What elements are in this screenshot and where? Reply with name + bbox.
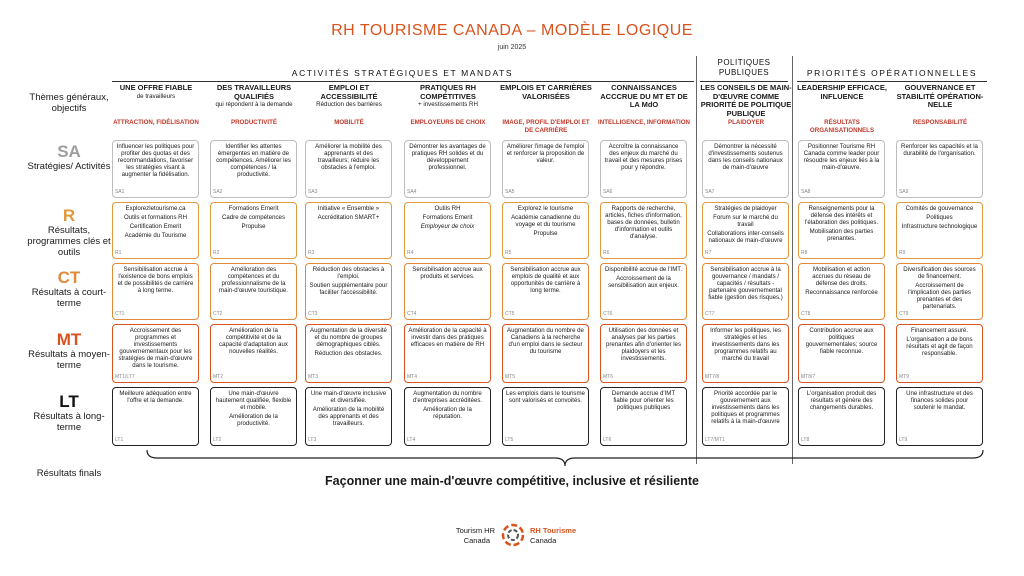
cell-text: Améliorer l'image de l'emploi et renforcer la proposition de valeur. <box>506 143 585 165</box>
cell-text: Priorité accordée par le gouvernement aux investissements dans les politiques et programmes relatifs à la main-d'œuvre <box>711 390 780 426</box>
cell-lt-1 <box>112 387 199 446</box>
row-code-lt: LT <box>59 392 79 411</box>
cell-text: Forum sur le marché du travail <box>713 214 778 229</box>
column-header-1 <box>110 84 202 100</box>
separator-right <box>792 56 793 464</box>
cell-code: MT6 <box>603 373 613 380</box>
cell-sa-2 <box>210 140 297 198</box>
cell-lt-8 <box>798 387 885 446</box>
cell-text: Identifier les attentes émergentes en matière de compétences. Améliorer les compétences / la productivité. <box>216 143 291 179</box>
cell-code: R7 <box>705 249 712 256</box>
cell-code: LT8 <box>801 436 810 443</box>
cell-text: Une infrastructure et des finances solides pour soutenir le mandat. <box>906 390 973 412</box>
row-code-mt: MT <box>56 330 82 349</box>
cell-ct-6 <box>600 263 687 320</box>
section-activites-line <box>112 81 694 82</box>
row-label-mt <box>22 330 116 371</box>
cell-text: Augmentation du nombre d'entreprises accréditées. <box>412 390 483 405</box>
cell-r-5 <box>502 202 589 259</box>
cell-text: Accroissement des programmes et investissements gouvernementaux pour les stratégies de main-d'œuvre dans le tourisme. <box>118 327 193 370</box>
column-theme-6 <box>598 119 690 127</box>
cell-ct-3 <box>305 263 392 320</box>
logo-left-top: Tourism HR <box>455 526 495 535</box>
logo-mark-icon <box>500 522 526 548</box>
cell-sa-5 <box>502 140 589 198</box>
cell-sa-9 <box>896 140 983 198</box>
cell-text: Outils RH <box>434 205 461 212</box>
cell-code: R9 <box>899 249 906 256</box>
cell-lt-6 <box>600 387 687 446</box>
logo-right-bottom: Canada <box>530 536 557 545</box>
cell-text: Politiques <box>926 214 953 222</box>
cell-lt-3 <box>305 387 392 446</box>
column-title: UNE OFFRE FIABLE <box>119 83 193 92</box>
cell-text: Infrastructure technologique <box>901 223 978 231</box>
cell-code: SA7 <box>705 188 715 195</box>
cell-text: Accréditation SMART+ <box>317 214 380 222</box>
cell-r-4 <box>404 202 491 259</box>
cell-code: SA3 <box>308 188 318 195</box>
cell-text: Une main-d'œuvre inclusive et diversifiée. <box>310 390 387 405</box>
row-code-sa: SA <box>57 142 81 161</box>
row-text-sa: Stratégies/ Activités <box>27 161 111 172</box>
cell-lt-9 <box>896 387 983 446</box>
cell-code: MT8/7 <box>801 373 816 380</box>
column-title: LEADERSHIP EFFICACE, INFLUENCE <box>797 83 887 101</box>
column-header-8 <box>796 84 888 101</box>
cell-code: R1 <box>115 249 122 256</box>
section-priorites-line <box>797 81 987 82</box>
cell-mt-1 <box>112 324 199 383</box>
cell-r-2 <box>210 202 297 259</box>
cell-r-1 <box>112 202 199 259</box>
cell-text: Amélioration des compétences et du professionnalisme de la main-d'œuvre touristique. <box>219 266 288 295</box>
row-text-r: Résultats, programmes clés et outils <box>27 225 111 258</box>
cell-text: Réduction des obstacles. <box>314 350 383 358</box>
column-theme-label: PLAIDOYER <box>727 119 765 126</box>
cell-ct-5 <box>502 263 589 320</box>
column-theme-label: MOBILITÉ <box>334 119 364 126</box>
cell-ct-8 <box>798 263 885 320</box>
cell-text: Renseignements pour la défense des intérêts et l'élaboration des politiques. <box>804 205 879 227</box>
cell-text: Accroître la connaissance des enjeux du marché du travail et des mesures prises pour y répondre. <box>604 143 683 172</box>
cell-text: Formations Emerit <box>422 214 473 222</box>
cell-code: MT5 <box>505 373 515 380</box>
cell-ct-9 <box>896 263 983 320</box>
cell-code: R2 <box>213 249 220 256</box>
cell-code: CT5 <box>505 310 515 317</box>
cell-text: Réduction des obstacles à l'emploi. <box>312 266 385 281</box>
cell-text: Explorez le tourisme <box>517 205 574 212</box>
cell-text: Contribution accrue aux politiques gouvernementales; source fiable reconnue. <box>805 327 878 356</box>
row-label-themes: Thèmes généraux, objectifs <box>29 92 109 114</box>
cell-mt-6 <box>600 324 687 383</box>
cell-code: CT7 <box>705 310 715 317</box>
cell-text: Augmentation du nombre de Canadiens à la recherche d'un emploi dans le secteur du tourisme <box>507 327 584 356</box>
section-politiques-line <box>700 81 788 82</box>
logo <box>440 522 590 552</box>
cell-text: Amélioration de la compétitivité et de la capacité d'adaptation aux nouvelles réalités. <box>219 327 288 356</box>
cell-text: Sensibilisation accrue aux emplois de qualité et aux opportunités de carrière à long terme. <box>510 266 581 295</box>
cell-text: Soutien supplémentaire pour faciliter l'accessibilité. <box>309 282 388 297</box>
cell-text: Certification Emerit <box>129 223 182 231</box>
page-title: RH TOURISME CANADA – MODÈLE LOGIQUE <box>331 22 693 39</box>
cell-text: Académie canadienne du voyage et du tourisme <box>511 214 580 229</box>
cell-code: LT3 <box>308 436 317 443</box>
cell-text: Employeur de choix <box>420 223 475 231</box>
logo-right-top: RH Tourisme <box>530 526 577 535</box>
cell-mt-2 <box>210 324 297 383</box>
section-politiques: POLITIQUES PUBLIQUES <box>717 58 771 77</box>
column-theme-label: INTELLIGENCE, INFORMATION <box>598 119 691 126</box>
cell-code: R6 <box>603 249 610 256</box>
column-header-9 <box>894 84 986 110</box>
column-theme-label: ATTRACTION, FIDÉLISATION <box>113 119 199 126</box>
row-code-r: R <box>62 206 76 225</box>
cell-text: Formations Emerit <box>228 205 279 212</box>
cell-lt-7 <box>702 387 789 446</box>
cell-code: CT3 <box>308 310 318 317</box>
cell-code: MT9 <box>899 373 909 380</box>
cell-text: Amélioration de la mobilité des apprenants et des travailleurs. <box>312 406 385 428</box>
cell-text: Mobilisation des parties prenantes. <box>809 228 874 243</box>
cell-code: MT2 <box>213 373 223 380</box>
column-header-3 <box>303 84 395 109</box>
cell-text: L'organisation a de bons résultats et agit de façon responsable. <box>906 336 973 358</box>
cell-ct-2 <box>210 263 297 320</box>
cell-text: Accroissement de l'implication des parties prenantes et des partenariats. <box>908 282 971 311</box>
logo-left-bottom: Canada <box>463 536 490 545</box>
cell-r-9 <box>896 202 983 259</box>
cell-text: Démontrer la nécessité d'investissements soutenus dans les conseils nationaux de main-d'œuvre <box>708 143 783 172</box>
cell-r-8 <box>798 202 885 259</box>
cell-text: Positionner Tourisme RH Canada comme leader pour résoudre les enjeux liés à la main-d'œuvre. <box>803 143 880 172</box>
cell-text: Meilleure adéquation entre l'offre et la demande. <box>119 390 192 405</box>
cell-text: Diversification des sources de financement. <box>903 266 976 281</box>
cell-text: Initiative « Ensemble » <box>317 205 380 212</box>
cell-code: SA2 <box>213 188 223 195</box>
column-header-2 <box>208 84 300 109</box>
cell-code: LT5 <box>505 436 514 443</box>
column-theme-9 <box>894 119 986 127</box>
cell-code: MT1/LT7 <box>115 373 135 380</box>
cell-code: SA6 <box>603 188 613 195</box>
cell-mt-5 <box>502 324 589 383</box>
cell-mt-4 <box>404 324 491 383</box>
column-theme-4 <box>402 119 494 127</box>
cell-text: Sensibilisation accrue à l'existence de bons emplois et de possibilités de carrière à long terme. <box>117 266 194 295</box>
cell-text: Les emplois dans le tourisme sont valorisés et convoités. <box>506 390 585 405</box>
cell-text: Explorezletourisme.ca <box>125 205 186 212</box>
section-activites: ACTIVITÉS STRATÉGIQUES ET MANDATS <box>291 68 514 78</box>
row-label-finals: Résultats finals <box>36 468 102 479</box>
cell-text: Sensibilisation accrue à la gouvernance / mandats / capacités / résultats - partenaire gouvernemental fiable (gestion des risques.) <box>708 266 783 302</box>
column-title: LES CONSEILS DE MAIN-D'ŒUVRE COMME PRIORITÉ DE POLITIQUE PUBLIQUE <box>700 83 792 118</box>
cell-text: L'organisation produit des résultats et génère des changements durables. <box>806 390 877 412</box>
cell-ct-1 <box>112 263 199 320</box>
column-theme-8 <box>796 119 888 134</box>
section-priorites: PRIORITÉS OPÉRATIONNELLES <box>806 68 978 78</box>
cell-text: Amélioration de la réputation. <box>423 406 472 421</box>
column-theme-label: RESPONSABILITÉ <box>912 119 968 126</box>
cell-text: Académie du Tourisme <box>124 232 187 240</box>
cell-code: MT4 <box>407 373 417 380</box>
row-text-mt: Résultats à moyen-terme <box>28 349 110 371</box>
column-header-6 <box>598 84 690 110</box>
cell-code: SA5 <box>505 188 515 195</box>
row-text-ct: Résultats à court-terme <box>31 287 107 309</box>
cell-text: Accroissement de la sensibilisation aux enjeux. <box>608 275 679 290</box>
cell-r-3 <box>305 202 392 259</box>
cell-code: R5 <box>505 249 512 256</box>
column-theme-label: RÉSULTATS ORGANISATIONNELS <box>809 119 875 134</box>
cell-text: Sensibilisation accrue aux produits et services. <box>412 266 483 281</box>
cell-ct-7 <box>702 263 789 320</box>
cell-text: Cadre de compétences <box>221 214 285 222</box>
column-theme-3 <box>303 119 395 127</box>
cell-code: LT2 <box>213 436 222 443</box>
cell-text: Amélioration de la productivité. <box>229 413 278 428</box>
cell-text: Une main-d'œuvre hautement qualifiée, flexible et mobile. <box>215 390 292 412</box>
cell-code: SA1 <box>115 188 125 195</box>
final-brace <box>145 448 985 468</box>
separator-left <box>696 56 697 464</box>
cell-code: R3 <box>308 249 315 256</box>
cell-text: Influencer les politiques pour profiter des quotas et des recommandations, favoriser les stratégies visant à augmenter la fidélisation. <box>116 143 195 179</box>
cell-text: Démontrer les avantages de pratiques RH solides et du développement professionnel. <box>409 143 486 172</box>
cell-code: SA8 <box>801 188 811 195</box>
cell-text: Financement assuré. <box>911 327 968 334</box>
cell-code: LT6 <box>603 436 612 443</box>
cell-sa-6 <box>600 140 687 198</box>
cell-code: R8 <box>801 249 808 256</box>
cell-code: SA4 <box>407 188 417 195</box>
cell-text: Informer les politiques, les stratégies et les investissements dans les programmes relatifs au marché du travail <box>710 327 781 363</box>
column-subtitle: Réduction des barrières <box>316 101 382 108</box>
column-subtitle: + investissements RH <box>417 101 478 108</box>
row-label-sa <box>22 142 116 172</box>
cell-text: Stratégies de plaidoyer <box>714 205 777 212</box>
cell-code: CT4 <box>407 310 417 317</box>
row-label-lt <box>22 392 116 433</box>
cell-text: Comités de gouvernance <box>905 205 974 212</box>
cell-sa-7 <box>702 140 789 198</box>
column-theme-1 <box>110 119 202 127</box>
cell-lt-4 <box>404 387 491 446</box>
column-theme-2 <box>208 119 300 127</box>
column-title: DES TRAVAILLEURS QUALIFIÉS <box>216 83 292 101</box>
cell-code: LT1 <box>115 436 124 443</box>
column-theme-7 <box>700 119 792 127</box>
column-subtitle: qui répondent à la demande <box>215 101 293 108</box>
cell-code: LT9 <box>899 436 908 443</box>
cell-text: Renforcer les capacités et la durabilité de l'organisation. <box>901 143 978 158</box>
cell-sa-8 <box>798 140 885 198</box>
column-header-4 <box>402 84 494 109</box>
column-subtitle: de travailleurs <box>136 92 176 100</box>
column-theme-label: IMAGE, PROFIL D'EMPLOI ET DE CARRIÈRE <box>502 119 590 134</box>
cell-mt-9 <box>896 324 983 383</box>
cell-code: SA9 <box>899 188 909 195</box>
cell-text: Propulse <box>241 223 266 231</box>
cell-text: Disponibilité accrue de l'IMT. <box>604 266 683 273</box>
cell-ct-4 <box>404 263 491 320</box>
cell-mt-7 <box>702 324 789 383</box>
cell-lt-5 <box>502 387 589 446</box>
cell-sa-4 <box>404 140 491 198</box>
cell-code: CT8 <box>801 310 811 317</box>
cell-code: R4 <box>407 249 414 256</box>
page-date: juin 2025 <box>497 44 527 51</box>
column-title: GOUVERNANCE ET STABILITÉ OPÉRATION-NELLE <box>896 83 984 109</box>
column-theme-label: PRODUCTIVITÉ <box>230 119 278 126</box>
column-header-7 <box>700 84 792 118</box>
cell-text: Reconnaissance renforcée <box>805 289 878 297</box>
cell-sa-3 <box>305 140 392 198</box>
column-title: CONNAISSANCES ACCCRUE DU MT ET DE LA MdO <box>600 83 688 109</box>
cell-text: Demande accrue d'IMT fiable pour orienter les politiques publiques <box>611 390 676 412</box>
cell-text: Propulse <box>533 230 558 238</box>
cell-text: Augmentation de la diversité et du nombre de groupes démographiques ciblés. <box>310 327 387 349</box>
final-outcome: Façonner une main-d'œuvre compétitive, inclusive et résiliente <box>325 474 699 488</box>
cell-mt-8 <box>798 324 885 383</box>
cell-code: LT4 <box>407 436 416 443</box>
cell-text: Amélioration de la capacité à investir dans des pratiques efficaces en matière de RH <box>408 327 487 349</box>
cell-lt-2 <box>210 387 297 446</box>
cell-sa-1 <box>112 140 199 198</box>
row-code-ct: CT <box>57 268 81 287</box>
column-theme-5 <box>500 119 592 134</box>
cell-code: CT1 <box>115 310 125 317</box>
column-title: EMPLOIS ET CARRIÈRES VALORISÉES <box>500 83 592 101</box>
cell-text: Collaborations inter-conseils nationaux de main-d'œuvre <box>707 230 784 245</box>
column-theme-label: EMPLOYEURS DE CHOIX <box>410 119 486 126</box>
cell-code: CT9 <box>899 310 909 317</box>
cell-text: Utilisation des données et analyses par les parties prenantes afin d'orienter les plaidoyers et les investissements. <box>605 327 681 363</box>
column-header-5 <box>500 84 592 101</box>
row-label-ct <box>22 268 116 309</box>
column-title: PRATIQUES RH COMPÉTITIVES <box>419 83 477 101</box>
cell-mt-3 <box>305 324 392 383</box>
row-text-lt: Résultats à long-terme <box>33 411 105 433</box>
cell-r-6 <box>600 202 687 259</box>
row-label-r <box>22 206 116 258</box>
cell-text: Outils et formations RH <box>124 214 187 222</box>
cell-code: CT6 <box>603 310 613 317</box>
cell-text: Améliorer la mobilité des apprenants et des travailleurs; réduire les obstacles à l'emploi. <box>315 143 382 172</box>
cell-text: Mobilisation et action accrues du réseau de défense des droits. <box>812 266 871 288</box>
cell-r-7 <box>702 202 789 259</box>
cell-code: MT7/8 <box>705 373 720 380</box>
column-title: EMPLOI ET ACCESSIBILITÉ <box>320 83 378 101</box>
cell-text: Rapports de recherche, articles, fiches d'information, bases de données, bulletin d'information et outils d'analyse. <box>605 205 682 241</box>
cell-code: LT7/MT1 <box>705 436 725 443</box>
cell-code: MT3 <box>308 373 318 380</box>
cell-code: CT2 <box>213 310 223 317</box>
